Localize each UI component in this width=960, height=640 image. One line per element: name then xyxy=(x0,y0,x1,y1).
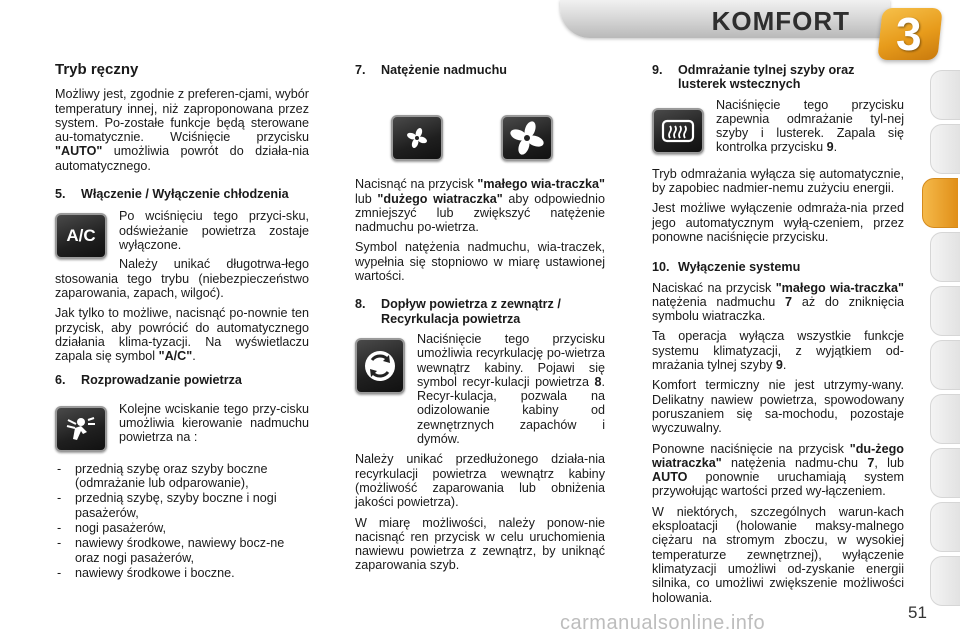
chapter-tab[interactable] xyxy=(930,502,960,552)
section-10-heading: 10. Wyłączenie systemu xyxy=(652,260,801,275)
small-fan-icon xyxy=(391,115,443,161)
section-6-heading: 6. Rozprowadzanie powietrza xyxy=(55,373,242,388)
chapter-tab[interactable] xyxy=(930,70,960,120)
section-7-text-2: Symbol natężenia nadmuchu, wia-traczek, wypełnia się stopniowo w miarę ustawionej wartości. xyxy=(355,240,605,284)
section-5-text: Po wciśnięciu tego przyci-sku, odświeżanie powietrza zostaje wyłączone. xyxy=(119,209,309,252)
section-9-heading: 9. Odmrażanie tylnej szyby oraz lusterek wstecznych xyxy=(652,63,855,92)
list-item: - przednią szybę oraz szyby boczne (odmrażanie lub odparowanie), xyxy=(55,462,309,491)
section-9-body xyxy=(652,98,904,161)
section-8-body xyxy=(355,332,605,446)
page-title: KOMFORT xyxy=(711,6,850,36)
section-10-text-3: Komfort termiczny nie jest utrzymy-wany. Delikatny nawiew powietrza, spowodowany poruszaniem się sa-mochodu, pozostaje wyczuwalny. xyxy=(652,378,904,436)
section-10-text-5: W niektórych, szczególnych warun-kach eksploatacji (holowanie maksy-malnego ciężaru na stromym zboczu, w wysokiej temperaturze zewnętrznej), wyłączenie klimatyzacji umożliwi od-zyskanie energii silnika, co umożliwi zwiększenie możliwości holowania. xyxy=(652,504,904,605)
chapter-tab[interactable] xyxy=(930,340,960,390)
section-7-heading: 7. Natężenie nadmuchu xyxy=(355,63,507,77)
section-9-text-3: Jest możliwe wyłączenie odmraża-nia przed jego automatycznym wyłą-czeniem, przez ponowne naciśnięcie przycisku. xyxy=(652,201,904,244)
section-8-heading: 8. Dopływ powietrza z zewnątrz / Recyrkulacja powietrza xyxy=(355,297,561,326)
air-distribution-icon xyxy=(55,406,107,452)
air-distribution-list xyxy=(55,462,309,580)
section-title-manual-mode: Tryb ręczny xyxy=(55,61,139,78)
chapter-tab[interactable] xyxy=(930,286,960,336)
chapter-number: 3 xyxy=(896,8,922,60)
section-10-text-2: Ta operacja wyłącza wszystkie funkcje systemu klimatyzacji, z wyjątkiem od-mrażania tylnej szyby 9. xyxy=(652,329,904,373)
list-item: - przednią szybę, szyby boczne i nogi pasażerów, xyxy=(55,491,309,520)
section-8-text-2: W miarę możliwości, należy ponow-nie nacisnąć ren przycisk w celu uruchomienia nawiewu powietrza z zewnątrz, by uniknąć zaparowania szyb. xyxy=(355,515,605,573)
intro-paragraph: Możliwy jest, zgodnie z preferen-cjami, wybór temperatury innej, niż zaproponowana przez system. Po-zostałe funkcje będą sterowane au-tomatycznie. Wciśnięcie przycisku "AUTO" umożliwia powrót do działa-nia automatycznego. xyxy=(55,87,309,173)
section-10-text-4: Ponowne naciśnięcie na przycisk "du-żego wiatraczka" natężenia nadmu-chu 7, lub AUTO ponownie uruchamiają system przywołując wartości przed wy-łączeniem. xyxy=(652,441,904,499)
section-5-text-2: Jak tylko to możliwe, nacisnąć po-nownie ten przycisk, aby powrócić do automatycznego działania klima-tyzacji. Na wyświetlaczu zapala się symbol "A/C". xyxy=(55,306,309,364)
column-1 xyxy=(55,63,309,581)
section-5-heading: 5. Włączenie / Wyłączenie chłodzenia xyxy=(55,187,289,202)
section-8-text: Naciśnięcie tego przycisku umożliwia recyrkulację po-wietrza wewnątrz kabiny. Pojawi się symbol recyr-kulacji powietrza 8. Recyr-kulacja, pozwala na odizolowanie kabiny od zewnętrznych zapachów i dymów. xyxy=(417,331,605,447)
watermark: carmanualsonline.info xyxy=(560,612,766,634)
section-9-text-2: Tryb odmrażania wyłącza się automatycznie, by zapobiec nadmier-nemu zużyciu energii. xyxy=(652,166,904,196)
list-item: - nogi pasażerów, xyxy=(55,521,309,535)
section-6-text: Kolejne wciskanie tego przy-cisku umożliwia kierowanie nadmuchu powietrza na : xyxy=(119,401,309,445)
section-9-text: Naciśnięcie tego przycisku zapewnia odmrażanie tyl-nej szyby i lusterek. Zapala się kontrolka przycisku 9. xyxy=(716,97,904,155)
ac-button-icon: A/C xyxy=(55,213,107,259)
chapter-tab[interactable] xyxy=(930,232,960,282)
list-item: - nawiewy środkowe, nawiewy bocz-ne oraz nogi pasażerów, xyxy=(55,536,309,565)
recirculation-icon xyxy=(355,338,405,394)
fan-buttons xyxy=(355,83,605,171)
rear-defrost-icon xyxy=(652,108,704,154)
list-item: - nawiewy środkowe i boczne. xyxy=(55,566,309,580)
chapter-tab[interactable] xyxy=(930,394,960,444)
section-8-warning: Należy unikać przedłużonego działa-nia recyrkulacji powietrza wewnątrz kabiny (możliwość zaparowania lub obniżenia jakości powietrza). xyxy=(355,452,605,510)
chapter-tabs xyxy=(926,70,960,610)
section-6-body xyxy=(55,402,309,452)
page-number: 51 xyxy=(908,603,927,622)
large-fan-icon xyxy=(501,115,553,161)
section-5-body xyxy=(55,209,309,259)
chapter-tab[interactable] xyxy=(930,448,960,498)
column-2 xyxy=(355,63,605,579)
section-7-text: Nacisnąć na przycisk "małego wia-traczka" lub "dużego wiatraczka" aby odpowiednio zmniejszyć lub zwiększyć natężenie nadmuchu po-wietrza. xyxy=(355,177,606,235)
chapter-tab[interactable] xyxy=(930,124,960,174)
section-10-text: Naciskać na przycisk "małego wia-traczka" natężenia nadmuchu 7 aż do zniknięcia symbolu wiatraczka. xyxy=(652,280,905,324)
section-5-warning: Należy unikać długotrwa-łego stosowania tego trybu (niebezpieczeństwo zaparowania, zapach, wilgoć). xyxy=(55,257,309,300)
column-3 xyxy=(652,63,904,611)
chapter-tab-active[interactable] xyxy=(922,178,958,228)
chapter-tab[interactable] xyxy=(930,556,960,606)
